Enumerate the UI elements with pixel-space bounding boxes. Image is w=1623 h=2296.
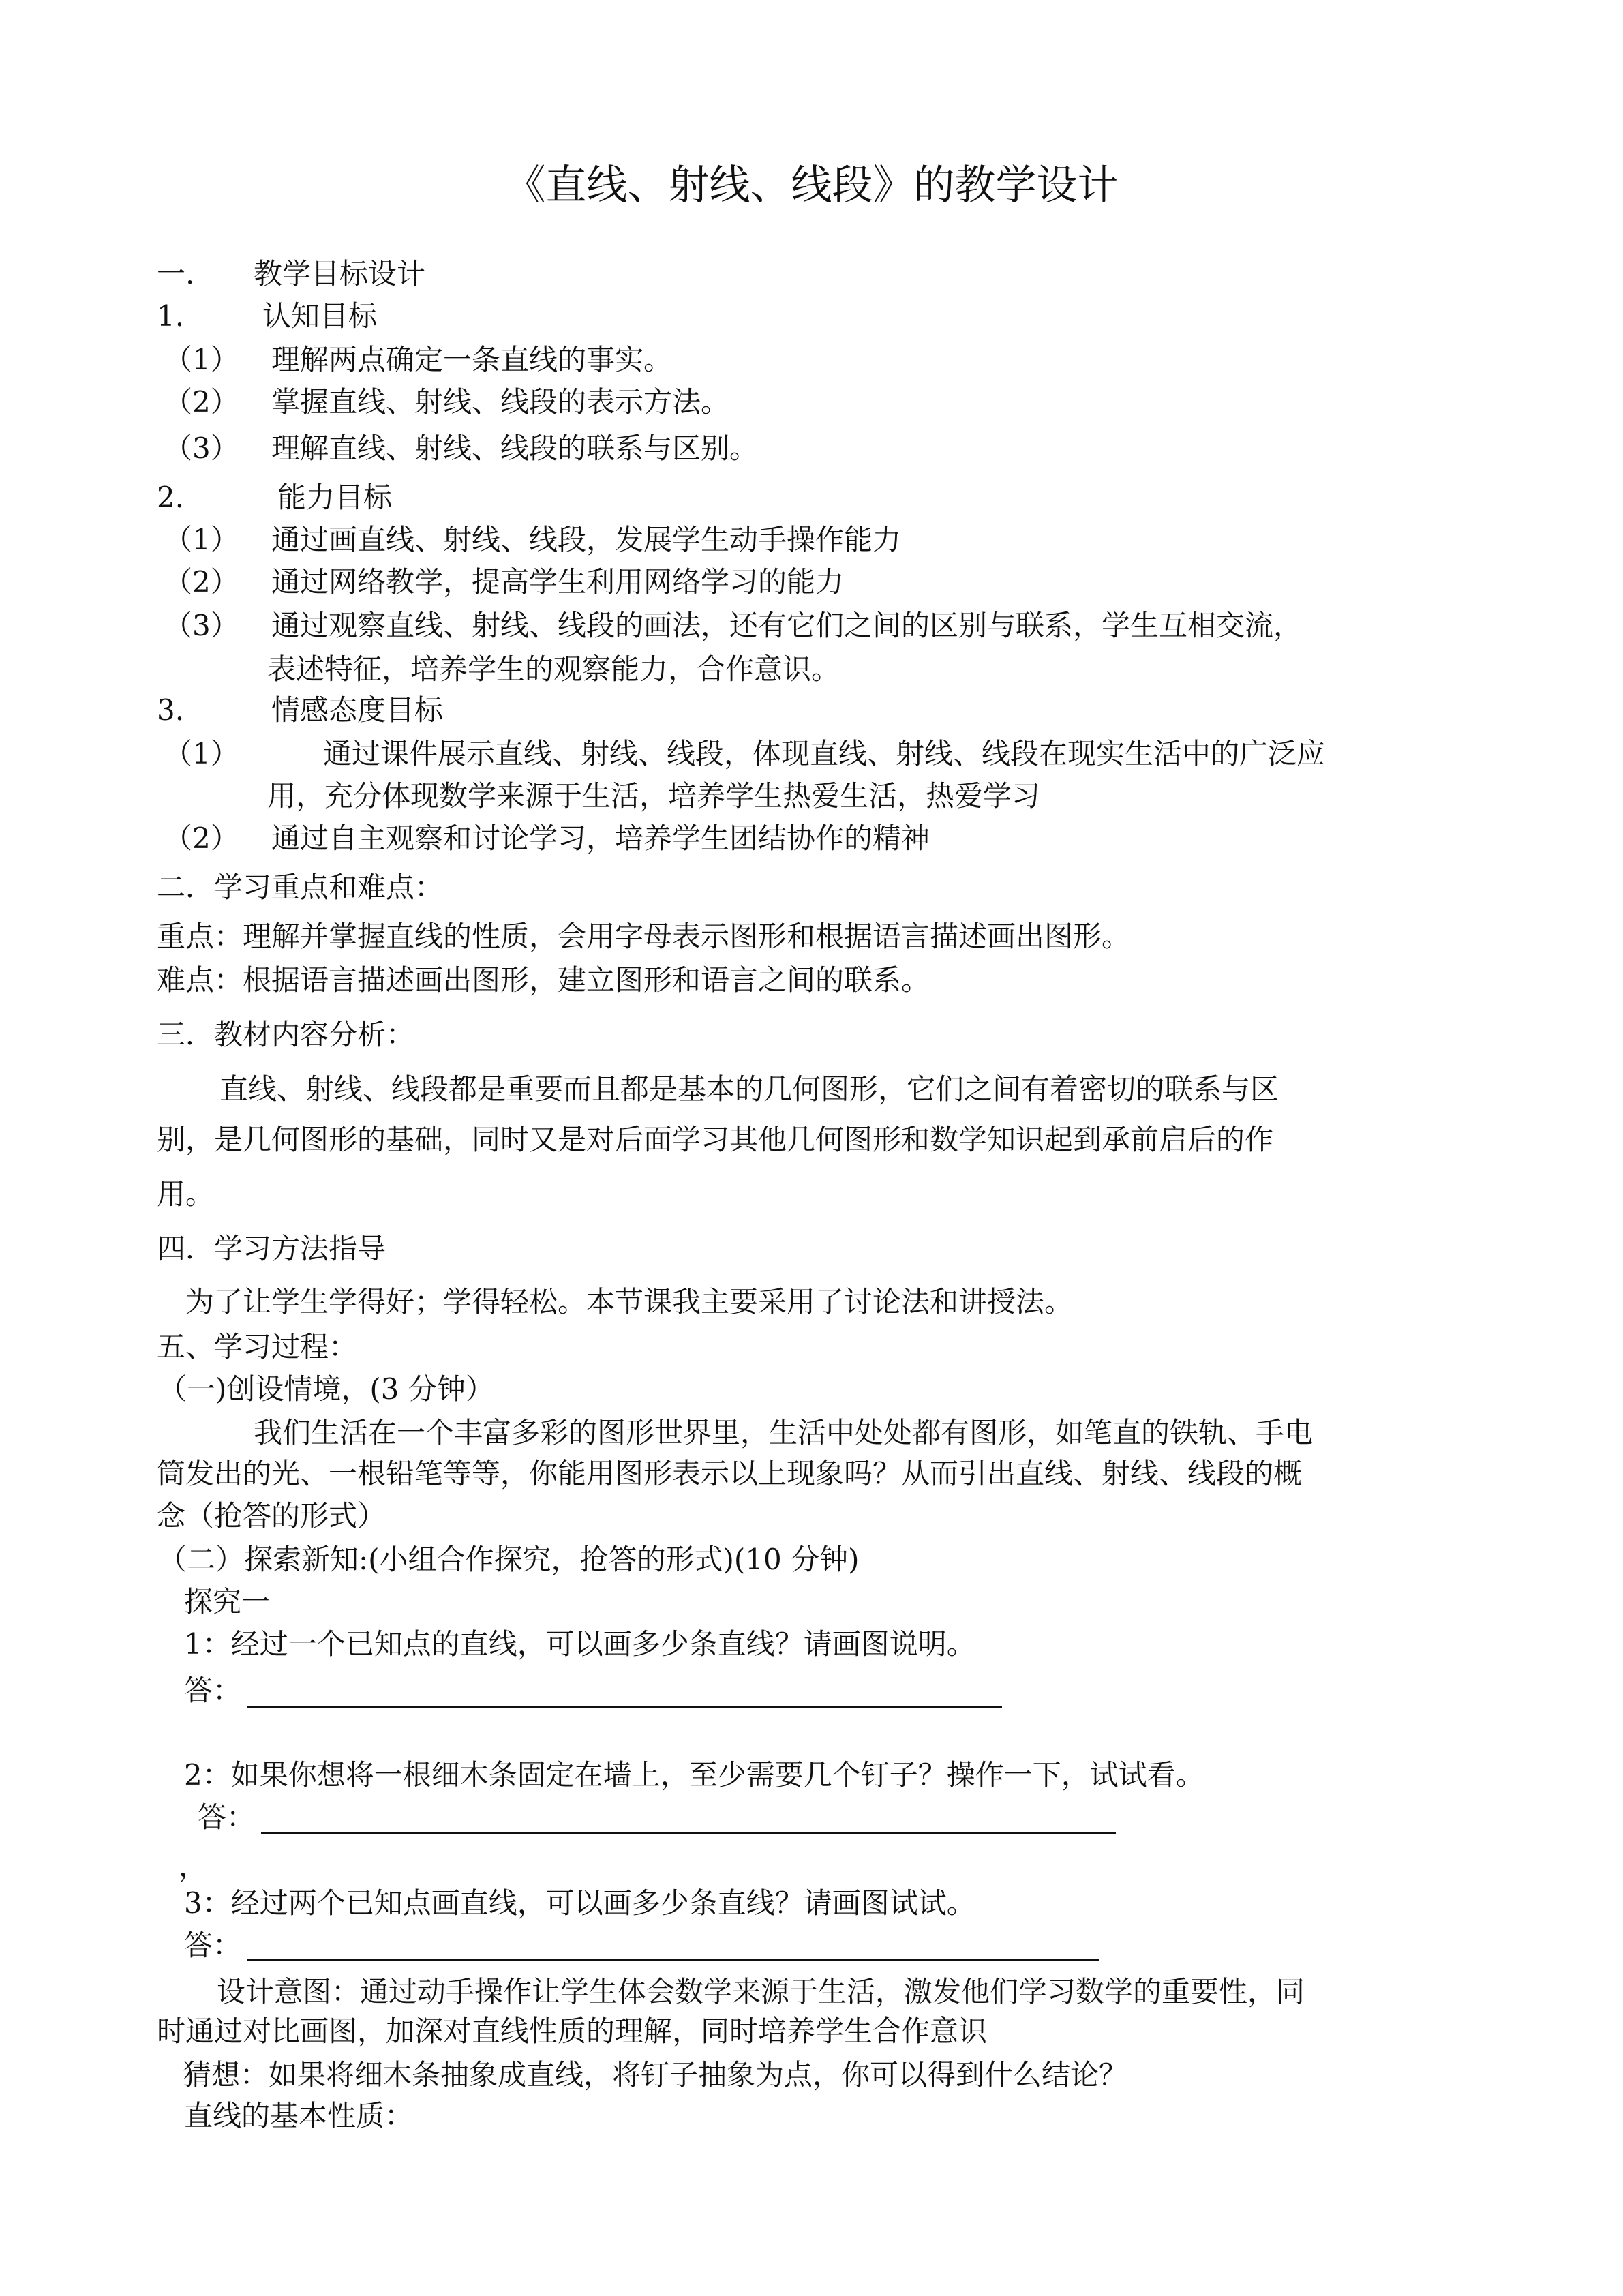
stray-comma: ，: [179, 1849, 208, 1883]
method-text: 为了让学生学得好；学得轻松。本节课我主要采用了讨论法和讲授法。: [185, 1285, 1074, 1318]
goal2-item-continuation: 表述特征，培养学生的观察能力，合作意识。: [267, 652, 840, 686]
question-2: 2：如果你想将一根细木条固定在墙上，至少需要几个钉子？操作一下，试试看。: [184, 1758, 1204, 1792]
goal3-item-continuation: 用，充分体现数学来源于生活，培养学生热爱生活，热爱学习: [267, 779, 1041, 813]
goal3-item-text: 通过课件展示直线、射线、线段，体现直线、射线、线段在现实生活中的广泛应: [323, 737, 1326, 770]
section2-heading: 二．学习重点和难点：: [157, 871, 444, 904]
difficult-point: 难点：根据语言描述画出图形，建立图形和语言之间的联系。: [157, 963, 930, 997]
section1-number: 一.: [157, 257, 195, 290]
goal2-item-text: 通过网络教学，提高学生利用网络学习的能力: [271, 565, 845, 599]
goal1-item-number: （1）: [164, 343, 239, 376]
goal1-number: 1.: [157, 299, 185, 333]
goal1-item-number: （3）: [164, 432, 239, 465]
paragraph-line: 筒发出的光、一根铅笔等等，你能用图形表示以上现象吗？从而引出直线、射线、线段的概: [157, 1457, 1303, 1490]
goal2-item-number: （3）: [164, 609, 239, 642]
answer-blank[interactable]: [247, 1706, 1002, 1708]
part2-heading: （二）探索新知:(小组合作探究，抢答的形式)(10 分钟): [158, 1543, 860, 1576]
goal3-number: 3.: [157, 693, 185, 727]
goal2-number: 2.: [157, 481, 185, 514]
section1-heading: 教学目标设计: [254, 257, 426, 290]
design-intent-line: 设计意图：通过动手操作让学生体会数学来源于生活，激发他们学习数学的重要性，同: [217, 1975, 1305, 2008]
goal1-item-text: 理解两点确定一条直线的事实。: [271, 343, 673, 376]
question-1: 1：经过一个已知点的直线，可以画多少条直线？请画图说明。: [184, 1627, 975, 1661]
document-title: 《直线、射线、线段》的教学设计: [504, 162, 1119, 209]
goal3-item-text: 通过自主观察和讨论学习，培养学生团结协作的精神: [271, 821, 930, 855]
goal2-item-number: （2）: [164, 565, 239, 599]
section3-heading: 三．教材内容分析：: [157, 1018, 415, 1051]
paragraph-line: 念（抢答的形式）: [157, 1499, 386, 1532]
goal2-item-number: （1）: [164, 523, 239, 556]
design-intent-line: 时通过对比画图，加深对直线性质的理解，同时培养学生合作意识: [157, 2014, 988, 2048]
paragraph-line: 别，是几何图形的基础，同时又是对后面学习其他几何图形和数学知识起到承前启后的作: [157, 1123, 1274, 1156]
guess-text: 猜想：如果将细木条抽象成直线，将钉子抽象为点，你可以得到什么结论？: [183, 2058, 1128, 2091]
goal1-item-text: 理解直线、射线、线段的联系与区别。: [271, 432, 759, 465]
answer-blank[interactable]: [247, 1959, 1099, 1961]
paragraph-line: 直线、射线、线段都是重要而且都是基本的几何图形，它们之间有着密切的联系与区: [219, 1072, 1279, 1106]
answer-blank[interactable]: [261, 1832, 1116, 1834]
answer-label: 答：: [184, 1929, 242, 1962]
part1-heading: （一)创设情境，(3 分钟）: [158, 1372, 494, 1406]
goal3-item-number: （1）: [164, 737, 239, 770]
explore-label: 探究一: [184, 1585, 271, 1618]
key-point: 重点：理解并掌握直线的性质，会用字母表示图形和根据语言描述画出图形。: [157, 920, 1131, 953]
property-label: 直线的基本性质：: [184, 2099, 414, 2132]
paragraph-line: 用。: [157, 1177, 215, 1211]
answer-label: 答：: [198, 1800, 256, 1834]
goal3-heading: 情感态度目标: [271, 693, 444, 727]
goal2-item-text: 通过画直线、射线、线段，发展学生动手操作能力: [271, 523, 902, 556]
answer-label: 答：: [184, 1674, 242, 1707]
goal2-heading: 能力目标: [277, 481, 393, 514]
goal3-item-number: （2）: [164, 821, 239, 855]
goal1-heading: 认知目标: [262, 299, 378, 333]
goal2-item-text: 通过观察直线、射线、线段的画法，还有它们之间的区别与联系，学生互相交流，: [271, 609, 1303, 642]
goal1-item-text: 掌握直线、射线、线段的表示方法。: [271, 385, 730, 419]
paragraph-line: 我们生活在一个丰富多彩的图形世界里，生活中处处都有图形，如笔直的铁轨、手电: [254, 1416, 1314, 1449]
section4-heading: 四．学习方法指导: [157, 1232, 386, 1265]
question-3: 3：经过两个已知点画直线，可以画多少条直线？请画图试试。: [184, 1886, 975, 1920]
section5-heading: 五、学习过程：: [157, 1330, 358, 1363]
goal1-item-number: （2）: [164, 385, 239, 419]
